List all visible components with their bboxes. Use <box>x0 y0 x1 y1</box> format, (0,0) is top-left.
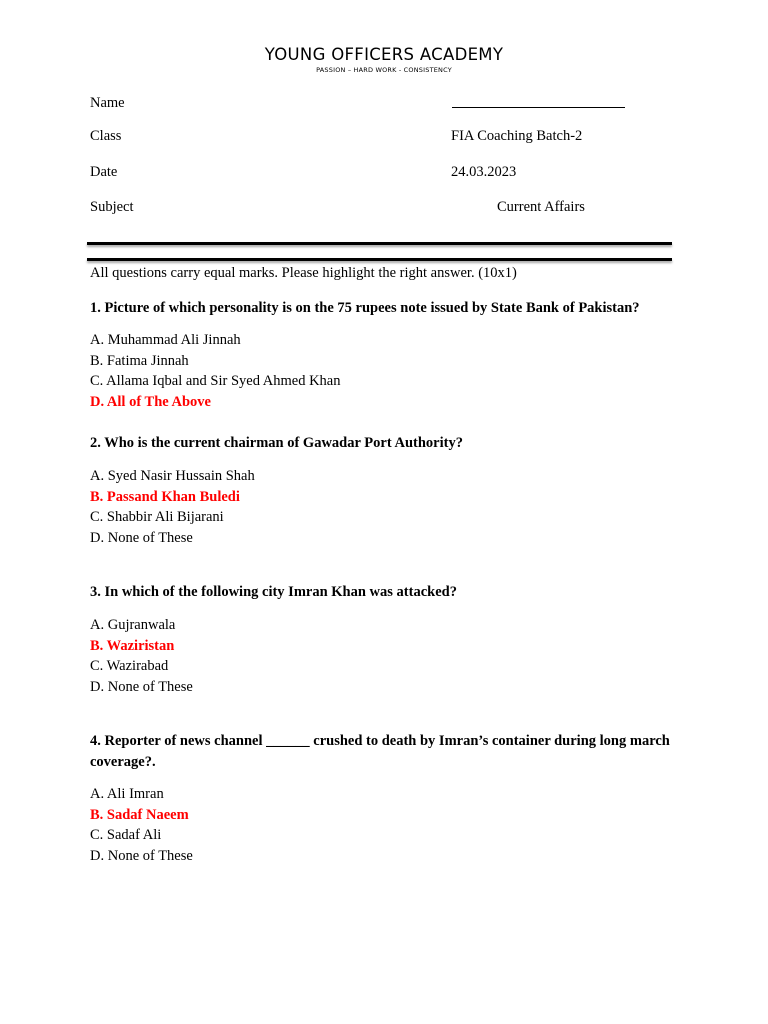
subject-label: Subject <box>90 199 134 215</box>
answer-option[interactable]: A. Syed Nasir Hussain Shah <box>90 468 255 484</box>
subject-row <box>90 199 690 219</box>
subject-value: Current Affairs <box>497 199 585 215</box>
answer-option-highlighted[interactable]: B. Passand Khan Buledi <box>90 488 240 505</box>
name-label: Name <box>90 95 125 111</box>
date-row <box>90 164 690 184</box>
name-blank-line <box>452 107 625 108</box>
answer-option[interactable]: D. None of These <box>90 679 193 696</box>
date-label: Date <box>90 164 118 180</box>
instructions-text: All questions carry equal marks. Please highlight the right answer. (10x1) <box>90 265 517 281</box>
answer-option-highlighted[interactable]: B. Sadaf Naeem <box>90 806 189 823</box>
option-list <box>90 615 193 698</box>
answer-option[interactable]: A. Muhammad Ali Jinnah <box>90 332 241 348</box>
class-row <box>90 128 690 148</box>
answer-option[interactable]: B. Fatima Jinnah <box>90 352 189 369</box>
answer-option[interactable]: C. Wazirabad <box>90 658 169 675</box>
question-text: 1. Picture of which personality is on the 75 rupees note issued by State Bank of Pakistan? <box>90 300 640 316</box>
question-text: 3. In which of the following city Imran Khan was attacked? <box>90 584 457 600</box>
answer-option[interactable]: C. Sadaf Ali <box>90 827 162 844</box>
answer-option[interactable]: D. None of These <box>90 530 193 547</box>
answer-option[interactable]: C. Allama Iqbal and Sir Syed Ahmed Khan <box>90 373 341 390</box>
answer-option[interactable]: D. None of These <box>90 848 193 865</box>
academy-tagline: PASSION – HARD WORK - CONSISTENCY <box>316 66 452 74</box>
answer-option-highlighted[interactable]: D. All of The Above <box>90 394 211 411</box>
question-text: 4. Reporter of news channel ______ crushed to death by Imran’s container during long march coverage?. <box>90 733 670 770</box>
class-label: Class <box>90 128 122 144</box>
option-list <box>90 466 255 549</box>
option-list <box>90 330 341 413</box>
answer-option[interactable]: A. Ali Imran <box>90 786 164 802</box>
header-divider-bottom <box>87 258 672 261</box>
academy-title: YOUNG OFFICERS ACADEMY <box>264 45 504 64</box>
option-list <box>90 784 193 867</box>
answer-option[interactable]: A. Gujranwala <box>90 617 176 633</box>
answer-option[interactable]: C. Shabbir Ali Bijarani <box>90 509 224 526</box>
date-value: 24.03.2023 <box>451 164 517 180</box>
name-row <box>90 95 690 115</box>
header-divider-top <box>87 242 672 245</box>
answer-option-highlighted[interactable]: B. Waziristan <box>90 637 175 654</box>
question-text: 2. Who is the current chairman of Gawadar Port Authority? <box>90 435 463 451</box>
class-value: FIA Coaching Batch-2 <box>451 128 583 144</box>
